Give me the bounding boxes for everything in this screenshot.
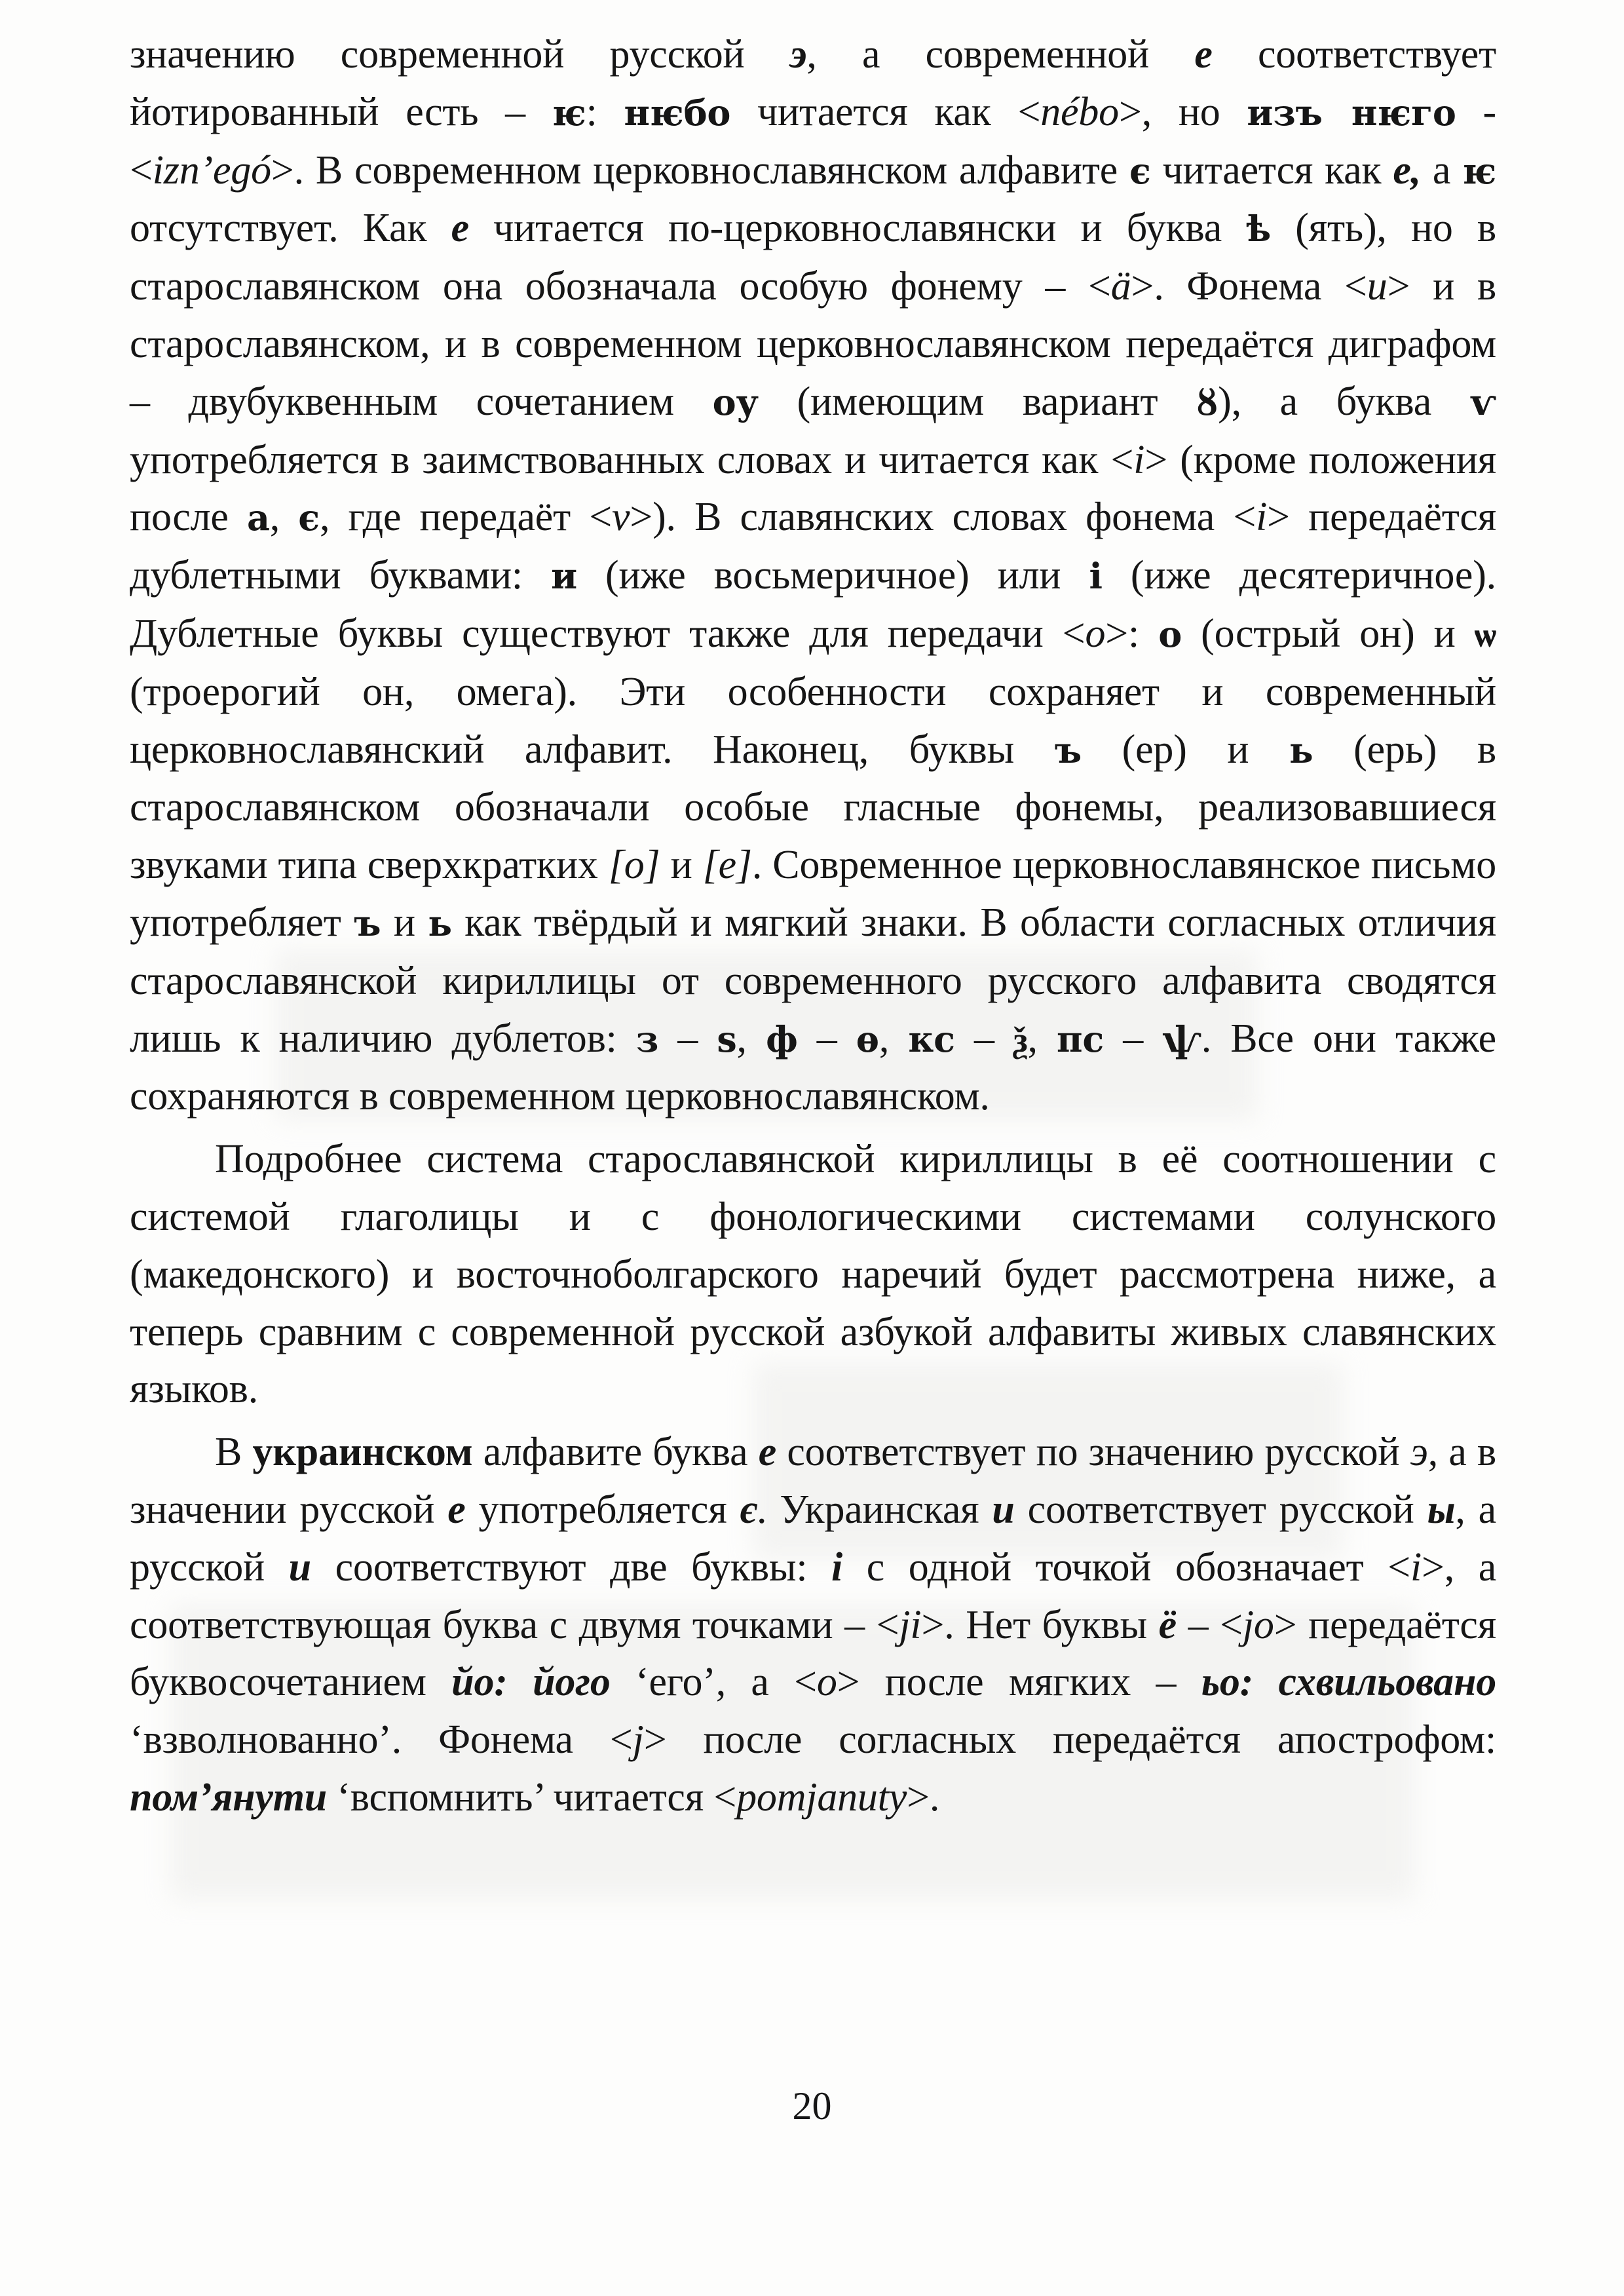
- text-run: Подробнее система старославянской кириллицы в её соотношении с системой глаголицы и с фонологическими системами солунского (македонского) и восточноболгарского наречий будет рассмотрена ниже, а теперь сравним с современной русской азбукой алфавиты живых славянских языков.: [130, 1137, 1496, 1412]
- text-run: ь: [428, 902, 452, 944]
- text-run: ѡ: [1474, 613, 1496, 655]
- text-run: , а в значении русской: [130, 1430, 1497, 1532]
- text-run: ы: [1427, 1487, 1456, 1532]
- text-run: ‘вспомнить’ читается <: [327, 1774, 737, 1820]
- text-run: v: [612, 495, 630, 540]
- text-run: и: [660, 843, 703, 888]
- text-run: а: [246, 497, 270, 539]
- text-run: i: [1256, 495, 1268, 540]
- text-run: с одной точкой обозначает <: [842, 1544, 1410, 1590]
- text-run: o: [816, 1660, 837, 1705]
- text-run: - <: [130, 89, 1496, 193]
- body-text: [130, 26, 1496, 1827]
- text-run: > передаётся буквосочетанием: [130, 1602, 1497, 1705]
- text-run: (иже восьмеричное) или: [576, 553, 1089, 598]
- text-run: ,: [736, 1016, 766, 1061]
- text-run: пом’янути: [130, 1774, 328, 1820]
- text-run: нѥбо: [624, 91, 731, 134]
- text-run: употребляется: [465, 1487, 740, 1532]
- text-run: izn’egó: [152, 147, 271, 193]
- text-run: ѱ: [1162, 1018, 1201, 1060]
- text-run: –: [797, 1016, 856, 1061]
- text-run: (иже десятеричное). Дублетные буквы существуют также для передачи <: [130, 553, 1496, 656]
- text-run: :: [586, 89, 624, 134]
- text-run: ьо: схвильовано: [1201, 1660, 1496, 1705]
- text-run: е: [447, 1487, 466, 1532]
- text-run: читается как: [1150, 147, 1393, 193]
- text-run: отсутствует. Как: [130, 206, 451, 251]
- text-run: jo: [1242, 1602, 1274, 1647]
- text-run: ь: [1289, 729, 1313, 771]
- text-run: соответствует по значению русской: [776, 1430, 1410, 1475]
- text-run: изъ нѥго: [1247, 91, 1456, 134]
- text-run: і: [1089, 555, 1103, 598]
- text-run: ъ: [354, 902, 381, 944]
- text-run: ‘взволнованно’. Фонема <: [130, 1717, 633, 1763]
- text-run: кс: [908, 1018, 955, 1060]
- text-run: соответствует йотированный есть –: [130, 32, 1496, 134]
- text-run: е: [1194, 32, 1213, 77]
- text-run: –: [954, 1016, 1014, 1061]
- text-run: є: [1129, 149, 1151, 192]
- text-run: >. В современном церковнославянском алфавите: [271, 147, 1130, 193]
- text-run: nébo: [1040, 89, 1119, 134]
- text-run: >:: [1105, 611, 1159, 656]
- text-run: і: [831, 1544, 843, 1590]
- text-run: и: [381, 900, 428, 945]
- text-run: э: [1410, 1430, 1428, 1475]
- text-run: i: [1410, 1544, 1422, 1590]
- text-run: пс: [1057, 1018, 1105, 1060]
- text-run: соответствует русской: [1014, 1487, 1427, 1532]
- text-run: . Современное церковнославянское письмо употребляет: [130, 843, 1496, 945]
- text-run: читается как <: [730, 89, 1041, 134]
- text-run: йо: його: [451, 1660, 611, 1705]
- paragraph-glagolitic-note: [130, 1131, 1496, 1419]
- paragraph-alphabet-comparison: [130, 26, 1496, 1126]
- text-run: є: [298, 497, 320, 539]
- text-run: о: [1158, 613, 1182, 655]
- text-run: употребляется в заимствованных словах и читается как <: [130, 437, 1134, 482]
- text-run: pomjanuty: [736, 1774, 907, 1820]
- text-run: i: [1133, 437, 1145, 482]
- text-run: значению современной русской: [130, 32, 790, 77]
- text-run: как твёрдый и мягкий знаки. В области согласных отличия старославянской кириллицы от современного русского алфавита сводятся лишь к наличию дублетов:: [130, 900, 1496, 1061]
- text-run: ъ: [1054, 729, 1082, 771]
- text-run: е: [451, 206, 469, 251]
- text-run: и: [992, 1487, 1015, 1532]
- text-run: >, а соответствующая буква с двумя точками – <: [130, 1544, 1497, 1647]
- text-run: –: [1104, 1016, 1163, 1061]
- text-run: – <: [1176, 1602, 1243, 1647]
- text-run: алфавите буква: [472, 1430, 759, 1475]
- text-run: ѣ: [1246, 208, 1272, 250]
- text-run: оу: [712, 381, 759, 423]
- text-run: (острый он) и: [1182, 611, 1475, 656]
- text-run: > после мягких –: [837, 1660, 1201, 1705]
- text-run: соответствуют две буквы:: [311, 1544, 832, 1590]
- text-run: и: [288, 1544, 311, 1590]
- text-run: (ер) и: [1081, 727, 1290, 772]
- text-run: >, но: [1118, 89, 1247, 134]
- text-run: . Все они также сохраняются в современном церковнославянском.: [130, 1016, 1497, 1119]
- text-run: > и в старославянском, и в современном церковнославянском передаётся диграфом – двубуквенным сочетанием: [130, 264, 1496, 424]
- text-run: а: [1420, 147, 1463, 193]
- text-run: (троерогий он, омега). Эти особенности сохраняет и современный церковнославянский алфавит. Наконец, буквы: [130, 669, 1496, 772]
- text-run: ), а буква: [1218, 379, 1470, 424]
- text-run: [e]: [702, 843, 752, 888]
- text-run: е: [758, 1430, 777, 1475]
- text-run: , а современной: [806, 32, 1195, 77]
- text-run: j: [632, 1717, 644, 1763]
- text-run: е,: [1393, 147, 1421, 193]
- text-run: є: [740, 1487, 757, 1532]
- text-run: читается по-церковнославянски и буква: [468, 206, 1247, 251]
- text-run: >.: [907, 1774, 940, 1820]
- text-run: В: [215, 1430, 253, 1475]
- text-run: ä: [1110, 264, 1131, 309]
- text-run: и: [551, 555, 577, 598]
- text-run: ё: [1158, 1602, 1177, 1647]
- text-run: > передаётся дублетными буквами:: [130, 495, 1496, 598]
- text-run: ȣ: [1196, 381, 1218, 423]
- text-run: ‘его’, а <: [610, 1660, 817, 1705]
- text-run: , где передаёт <: [319, 495, 612, 540]
- text-run: ѯ: [1013, 1018, 1028, 1060]
- text-run: u: [1367, 264, 1388, 309]
- text-run: ji: [899, 1602, 922, 1647]
- text-run: >. Нет буквы: [921, 1602, 1159, 1647]
- text-run: ѳ: [856, 1018, 879, 1060]
- text-run: (имеющим вариант: [758, 379, 1197, 424]
- text-run: з: [635, 1018, 659, 1060]
- text-run: украинском: [252, 1430, 473, 1475]
- text-run: –: [658, 1016, 717, 1061]
- text-run: ѕ: [717, 1018, 737, 1060]
- text-run: > (кроме положения после: [130, 437, 1496, 540]
- text-run: ,: [1027, 1016, 1057, 1061]
- text-run: >. Фонема <: [1131, 264, 1367, 309]
- text-run: (ять), но в старославянском она обозначала особую фонему – <: [130, 206, 1496, 309]
- text-run: ,: [269, 495, 299, 540]
- text-run: (ерь) в старославянском обозначали особые гласные фонемы, реализовавшиеся звуками типа сверхкратких: [130, 727, 1497, 888]
- page-number: 20: [792, 2084, 832, 2128]
- text-run: ѥ: [552, 91, 586, 134]
- text-run: > после согласных передаётся апострофом:: [643, 1717, 1496, 1763]
- text-run: ѥ: [1462, 149, 1497, 192]
- text-run: ,: [878, 1016, 909, 1061]
- text-run: [o]: [608, 843, 660, 888]
- paragraph-ukrainian-alphabet: [130, 1424, 1496, 1827]
- text-run: . Украинская: [757, 1487, 992, 1532]
- text-run: э: [789, 32, 807, 77]
- text-run: o: [1085, 611, 1106, 656]
- text-run: ф: [766, 1018, 798, 1060]
- text-run: ѵ: [1469, 381, 1497, 423]
- text-run: , а русской: [130, 1487, 1496, 1590]
- text-run: >). В славянских словах фонема <: [630, 495, 1256, 540]
